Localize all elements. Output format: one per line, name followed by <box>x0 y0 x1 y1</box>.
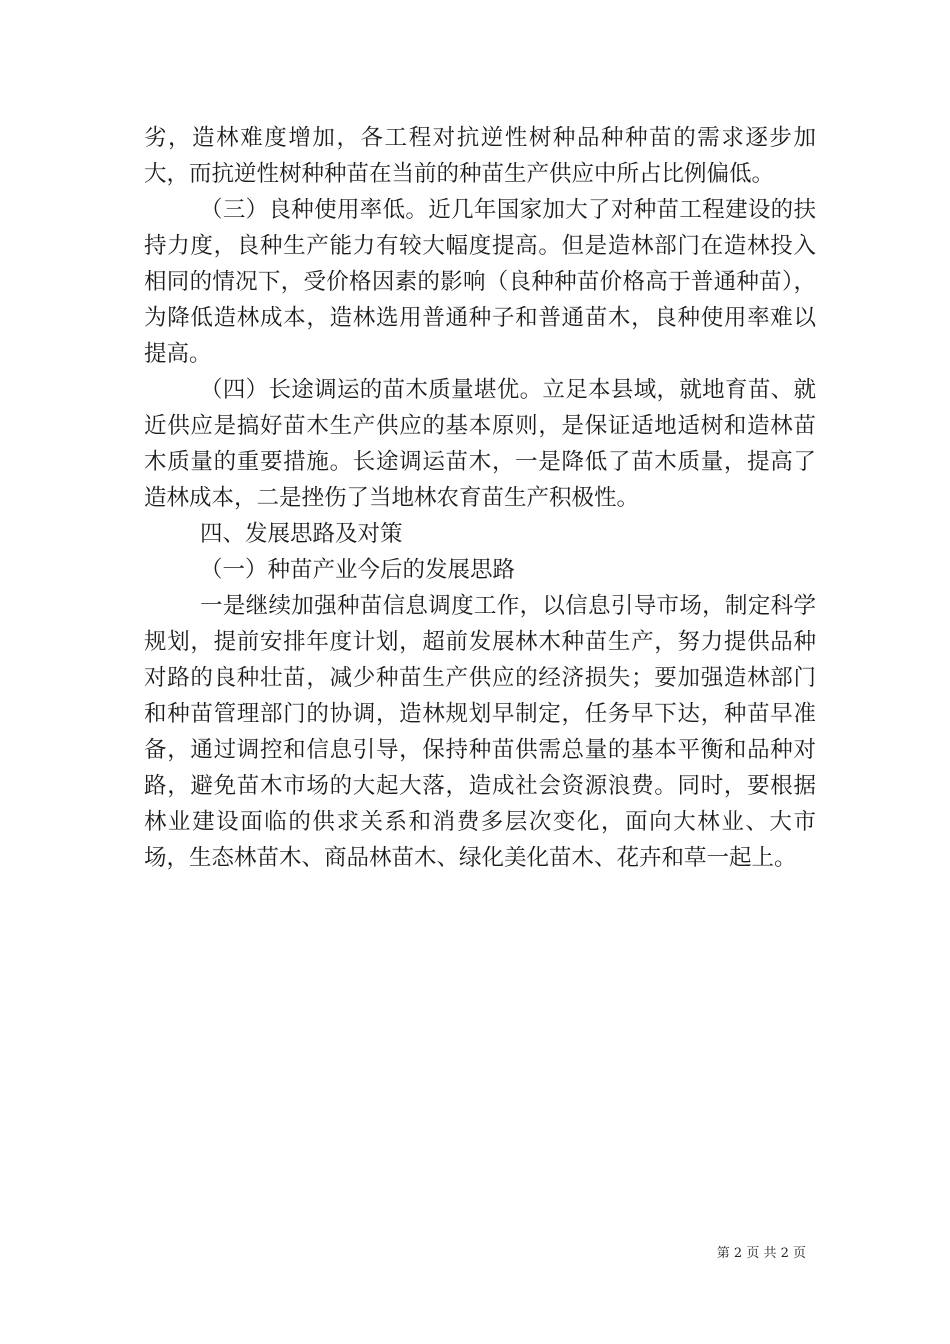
paragraph-section-three: （三）良种使用率低。近几年国家加大了对种苗工程建设的扶持力度，良种生产能力有较大幅度提高。但是造林部门在造林投入相同的情况下，受价格因素的影响（良种种苗价格高于普通种苗），为降低造林成本，造林选用普通种子和普通苗木，良种使用率难以提高。 <box>144 197 816 367</box>
paragraph-section-four: （四）长途调运的苗木质量堪优。立足本县域，就地育苗、就近供应是搞好苗木生产供应的基本原则，是保证适地适树和造林苗木质量的重要措施。长途调运苗木，一是降低了苗木质量，提高了造林成本，二是挫伤了当地林农育苗生产积极性。 <box>144 377 816 511</box>
paragraph-development-ideas: 一是继续加强种苗信息调度工作，以信息引导市场，制定科学规划，提前安排年度计划，超前发展林木种苗生产，努力提供品种对路的良种壮苗，减少种苗生产供应的经济损失；要加强造林部门和种苗管理部门的协调，造林规划早制定，任务早下达，种苗早准备，通过调控和信息引导，保持种苗供需总量的基本平衡和品种对路，避免苗木市场的大起大落，造成社会资源浪费。同时，要根据林业建设面临的供求关系和消费多层次变化，面向大林业、大市场，生态林苗木、商品林苗木、绿化美化苗木、花卉和草一起上。 <box>144 593 816 871</box>
section-heading-development: 四、发展思路及对策 <box>200 521 403 547</box>
paragraph-continuation: 劣，造林难度增加，各工程对抗逆性树种品种种苗的需求逐步加大，而抗逆性树种种苗在当前的种苗生产供应中所占比例偏低。 <box>144 125 816 187</box>
subsection-heading-ideas: （一）种苗产业今后的发展思路 <box>200 557 516 583</box>
document-body <box>144 120 816 876</box>
page-number-footer: 第 2 页 共 2 页 <box>716 1246 806 1261</box>
